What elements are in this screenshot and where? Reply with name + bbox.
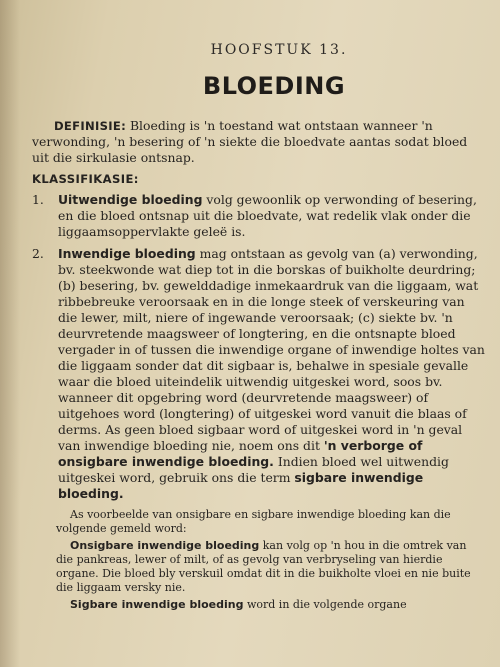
item-text: Uitwendige bloeding volg gewoonlik op verwonding of besering, en die bloed ontsnap uit die bloedvate, wat redelik vlak onder die liggaamsoppervlakte geleë is.	[58, 192, 477, 239]
examples-intro: As voorbeelde van onsigbare en sigbare inwendige bloeding kan die volgende gemeld word:	[56, 508, 451, 535]
item-text: Inwendige bloeding mag ontstaan as gevolg van (a) verwonding, bv. steekwonde wat diep tot in die borskas of buikholte deurdring; (b) besering, bv. gewelddadige inmekaardruk van die liggaam, wat ribbebreuke veroorsaak en in die longe steek of verskeuring van die lewer, milt, niere of ingewande veroorsaak; (c) siekte bv. 'n deurvretende maagsweer of longtering, en die ontsnapte bloed vergader in of tussen die inwendige organe of inwendige holtes van die liggaam sonder dat dit sigbaar is, behalwe in spesiale gevalle waar die bloed uiteindelik uitwendig uitgeskei word, soos bv. wanneer dit opgebring word (deurvretende maagsweer) of uitgehoes word (longtering) of uitgeskei word vanuit die blaas of derms. As geen bloed sigbaar word of uitgeskei word in 'n geval van inwendige bloeding nie, noem ons dit 'n verborge of onsigbare inwendige bloeding. Indien bloed wel uitwendig uitgeskei word, gebruik ons die term sigbare inwendige bloeding.	[58, 246, 485, 501]
item-number: 2.	[32, 246, 44, 261]
example-visible: Sigbare inwendige bloeding word in die volgende organe	[70, 598, 407, 611]
example-term: Sigbare inwendige bloeding	[70, 598, 244, 611]
item-term-visible-bleeding: sigbare inwendige bloeding.	[58, 470, 424, 501]
definition-text: Bloeding is 'n toestand wat ontstaan wanneer 'n verwonding, 'n besering of 'n siekte die bloedvate aantas sodat bloed uit die sirkulasie ontsnap.	[32, 118, 468, 165]
item-term: Inwendige bloeding	[58, 246, 196, 261]
item-number: 1.	[32, 192, 44, 207]
definition-paragraph	[32, 118, 486, 166]
chapter-heading: HOOFSTUK 13.	[210, 42, 348, 58]
definition-label: DEFINISIE:	[54, 119, 127, 133]
classification-heading: KLASSIFIKASIE:	[32, 172, 139, 186]
item-term-hidden-bleeding: 'n verborge of onsigbare inwendige bloeding.	[58, 438, 423, 469]
list-item	[32, 246, 486, 502]
page-title: BLOEDING	[202, 72, 346, 100]
list-item	[32, 192, 486, 240]
example-hidden: Onsigbare inwendige bloeding kan volg op 'n hou in die omtrek van die pankreas, lewer of milt, of as gevolg van verbryseling van hierdie organe. Die bloed bly verskuil omdat dit in die buikholte vloei en nie buite die liggaam versky nie.	[56, 539, 471, 594]
example-term: Onsigbare inwendige bloeding	[70, 539, 260, 552]
item-term: Uitwendige bloeding	[58, 192, 203, 207]
